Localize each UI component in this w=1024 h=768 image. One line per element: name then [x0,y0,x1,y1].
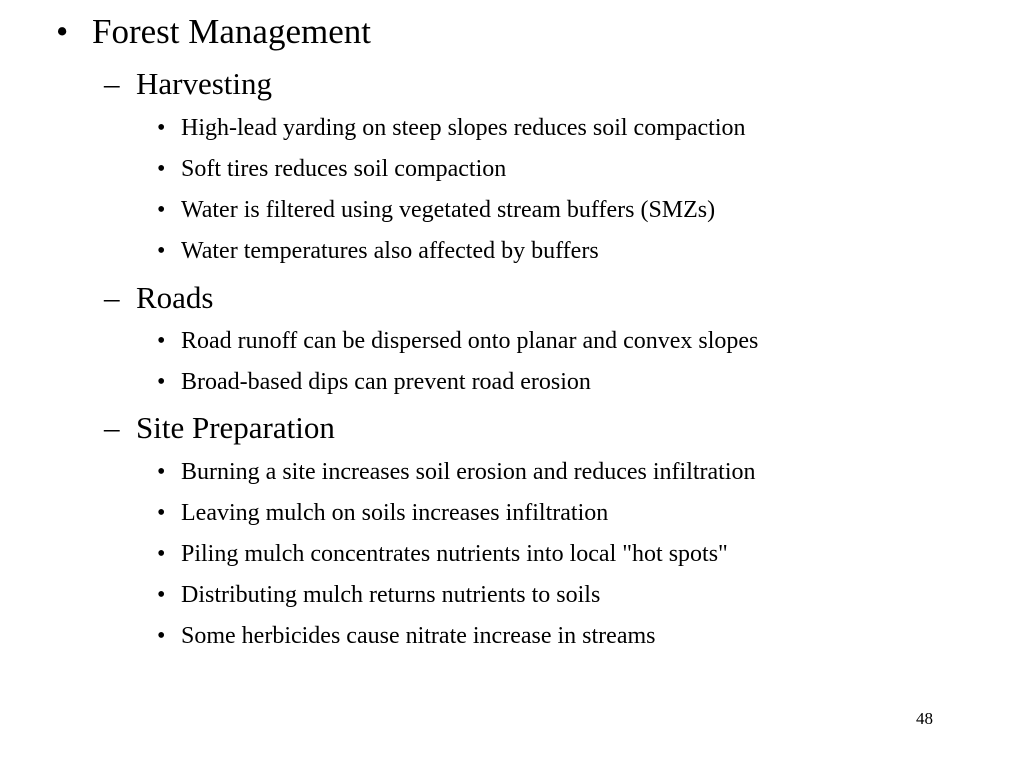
section-dash: – [104,280,120,315]
list-item: Distributing mulch returns nutrients to soils [181,582,601,608]
topic-heading: Forest Management [92,12,371,51]
list-item: Some herbicides cause nitrate increase in streams [181,623,656,649]
section-heading-roads: Roads [136,280,214,315]
list-item: Soft tires reduces soil compaction [181,156,507,182]
list-item: Broad-based dips can prevent road erosion [181,369,591,395]
sub-bullet: • [157,500,166,526]
sub-bullet: • [157,459,166,485]
list-item: Burning a site increases soil erosion and reduces infiltration [181,459,756,485]
sub-bullet: • [157,369,166,395]
section-dash: – [104,410,120,445]
section-dash: – [104,66,120,101]
list-item: Water is filtered using vegetated stream buffers (SMZs) [181,197,716,223]
section-heading-site-preparation: Site Preparation [136,410,335,445]
sub-bullet: • [157,156,166,182]
sub-bullet: • [157,115,166,141]
sub-bullet: • [157,238,166,264]
list-item: Piling mulch concentrates nutrients into local "hot spots" [181,541,728,567]
section-heading-harvesting: Harvesting [136,66,273,101]
list-item: High-lead yarding on steep slopes reduces soil compaction [181,115,746,141]
sub-bullet: • [157,541,166,567]
sub-bullet: • [157,623,166,649]
list-item: Road runoff can be dispersed onto planar and convex slopes [181,328,759,354]
list-item: Leaving mulch on soils increases infiltration [181,500,609,526]
list-item: Water temperatures also affected by buffers [181,238,599,264]
page-number: 48 [916,709,933,728]
sub-bullet: • [157,582,166,608]
sub-bullet: • [157,197,166,223]
topic-bullet: • [56,12,69,51]
sub-bullet: • [157,328,166,354]
